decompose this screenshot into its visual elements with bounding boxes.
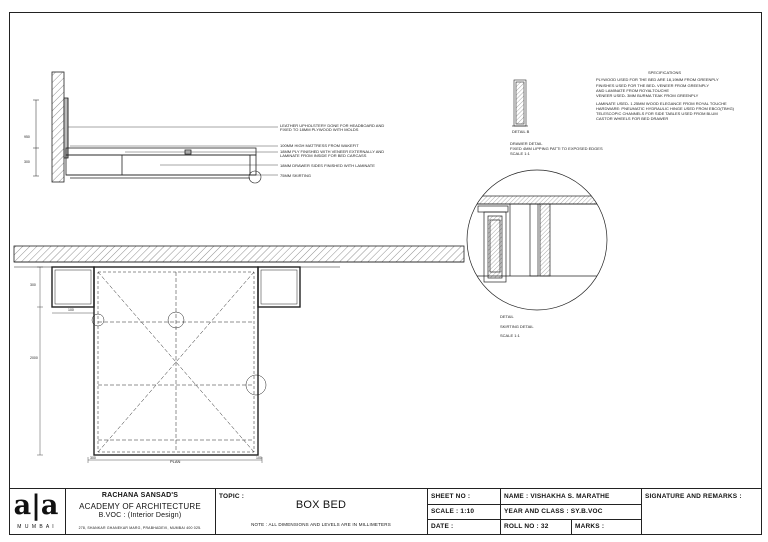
skirting-detail-label: DETAIL xyxy=(500,314,514,319)
sheet-no-label: SHEET NO : xyxy=(431,493,471,500)
dim-plan-left: 300 xyxy=(90,456,96,460)
spec-line-8: CASTOR WHEELS FOR BED DRAWER xyxy=(596,116,669,121)
student-name: NAME : VISHAKHA S. MARATHE xyxy=(504,493,610,500)
spec-line-4: VENEER USED- 3MM BURMA TEAK FROM GREENPLY xyxy=(596,93,699,98)
annotation-skirting: 75MM SKIRTING xyxy=(280,173,312,178)
dimensions-note: NOTE : ALL DIMENSIONS AND LEVELS ARE IN MILLIMETERS xyxy=(251,522,391,527)
side-table-left xyxy=(52,267,94,307)
plan-label: PLAN xyxy=(170,459,181,464)
dim-side-table: 300 xyxy=(30,283,36,287)
school-line-2: ACADEMY OF ARCHITECTURE xyxy=(79,502,201,511)
annotation-carcass: 18MM PLY FINISHED WITH VENEER EXTERNALLY AND xyxy=(280,149,385,154)
annotation-headboard: LEATHER UPHOLSTERY DONE FOR HEADBOARD AND xyxy=(280,123,385,128)
side-table-right xyxy=(258,267,300,307)
annotation-carcass-2: LAMINATE FROM INSIDE FOR BED CARCASS xyxy=(280,153,367,158)
annotation-drawer-sides: 18MM DRAWER SIDES FINISHED WITH LAMINATE xyxy=(280,163,375,168)
spec-line-7: TELESCOPIC CHANNELS FOR SIDE TABLES USED FROM BLUM xyxy=(596,111,718,116)
topic-value: BOX BED xyxy=(295,499,347,511)
drawer-detail-title: DRAWER DETAIL xyxy=(510,141,543,146)
logo-letters: a|a xyxy=(13,490,59,521)
mattress xyxy=(66,148,256,155)
spec-line-3: AND LAMINATE FROM ROYALTOUCHE xyxy=(596,88,670,93)
school-line-3: B.VOC : (Interior Design) xyxy=(98,512,182,519)
topic-label: TOPIC : xyxy=(219,493,245,500)
bed-plan-outline xyxy=(94,267,258,455)
title-block xyxy=(9,488,762,535)
school-logo xyxy=(11,491,61,534)
plan-wall xyxy=(14,246,464,262)
year-and-class: YEAR AND CLASS : SY.B.VOC xyxy=(504,508,603,515)
school-line-1: RACHANA SANSAD'S xyxy=(101,492,179,499)
drawer-detail-scale: SCALE 1:1 xyxy=(510,151,530,156)
date-label: DATE : xyxy=(431,523,454,530)
spec-line-6: HARDWARE: PNEUMATIC HYDRAULIC HINGE USED FROM EBCO(TBHG) xyxy=(596,106,735,111)
detail-b-label: DETAIL B xyxy=(512,129,530,134)
marks-label: MARKS : xyxy=(575,523,605,530)
detail-b-drawing xyxy=(512,80,528,126)
dim-plan-right: 100 xyxy=(256,456,262,460)
drawer-detail-note: FIXED 4MM LIPPING PATTI TO EXPOSED EDGES xyxy=(510,146,603,151)
dim-table-width: 100 xyxy=(68,308,74,312)
dim-elevation-base: 300 xyxy=(24,160,30,164)
bed-elevation xyxy=(33,72,278,183)
spec-line-5: LAMINATE USED- 1.25MM WOOD ELEGANCE FROM ROYAL TOUCHE xyxy=(596,101,727,106)
annotation-headboard-2: FIXED TO 18MM PLYWOOD WITH MOLDS xyxy=(280,127,359,132)
dim-elevation-height: 950 xyxy=(24,135,30,139)
logo-city: M U M B A I xyxy=(17,524,55,530)
skirting-detail-title: SKIRTING DETAIL xyxy=(500,324,534,329)
scale-label: SCALE : 1:10 xyxy=(431,508,475,515)
signature-remarks-label: SIGNATURE AND REMARKS : xyxy=(645,493,742,500)
annotation-mattress: 100MM HIGH MATTRESS FROM WAKEFIT xyxy=(280,143,359,148)
bed-plan xyxy=(14,246,464,463)
spec-line-1: PLYWOOD USED FOR THE BED ARE 18,19MM FROM GREENPLY xyxy=(596,77,719,82)
spec-line-2: FINISHES USED FOR THE BED- VENEER FROM GREENPLY xyxy=(596,83,709,88)
skirting-detail-drawing xyxy=(460,170,620,310)
skirting-detail-scale: SCALE 1:1 xyxy=(500,333,520,338)
roll-no: ROLL NO : 32 xyxy=(504,523,549,530)
elevation-wall xyxy=(52,72,64,182)
school-address: 278, SHANKAR GHANEKAR MARG, PRABHADEVI, MUMBAI 400 025. xyxy=(78,526,202,530)
specifications-title: SPECIFICATIONS xyxy=(648,70,682,75)
dim-bed-length: 2000 xyxy=(30,356,38,360)
